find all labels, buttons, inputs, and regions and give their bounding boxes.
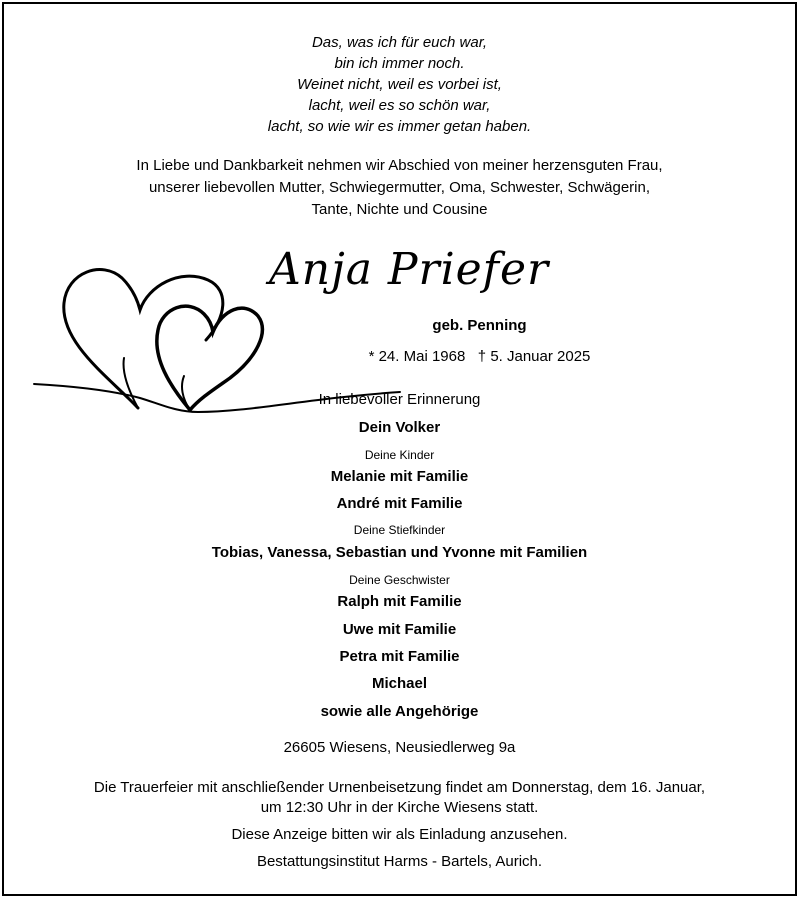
funeral-home: Bestattungsinstitut Harms - Bartels, Aurich. (256, 853, 543, 870)
deceased-name: Anja Priefer (268, 244, 550, 295)
life-dates: * 24. Mai 1968 † 5. Januar 2025 (368, 348, 591, 365)
poem-line: lacht, weil es so schön war, (308, 97, 491, 114)
maiden-name: geb. Penning (432, 317, 527, 334)
spouse-name: Dein Volker (358, 419, 441, 436)
poem-line: bin ich immer noch. (334, 55, 465, 72)
service-line: um 12:30 Uhr in der Kirche Wiesens statt. (260, 799, 539, 816)
stepchildren-label: Deine Stiefkinder (353, 523, 446, 537)
invitation-line: Diese Anzeige bitten wir als Einladung anzusehen. (231, 826, 568, 843)
service-line: Die Trauerfeier mit anschließender Urnenbeisetzung findet am Donnerstag, dem 16. Januar, (93, 779, 706, 796)
sibling-entry: Ralph mit Familie (337, 593, 462, 610)
poem-line: Weinet nicht, weil es vorbei ist, (297, 76, 502, 93)
sibling-entry: Michael (371, 675, 428, 692)
child-entry: Melanie mit Familie (330, 468, 469, 485)
address: 26605 Wiesens, Neusiedlerweg 9a (283, 739, 516, 756)
siblings-label: Deine Geschwister (349, 573, 450, 587)
sibling-entry: Uwe mit Familie (342, 621, 457, 638)
children-label: Deine Kinder (364, 448, 435, 462)
intro-line: Tante, Nichte und Cousine (311, 201, 488, 218)
intro-line: unserer liebevollen Mutter, Schwiegermutter, Oma, Schwester, Schwägerin, (148, 179, 651, 196)
poem-line: lacht, so wie wir es immer getan haben. (267, 118, 532, 135)
obituary-notice (2, 2, 797, 896)
intro-line: In Liebe und Dankbarkeit nehmen wir Abschied von meiner herzensguten Frau, (136, 157, 663, 174)
stepchildren-entry: Tobias, Vanessa, Sebastian und Yvonne mit Familien (211, 544, 588, 561)
poem-line: Das, was ich für euch war, (311, 34, 488, 51)
sibling-entry: Petra mit Familie (339, 648, 460, 665)
memory-line: In liebevoller Erinnerung (318, 391, 481, 408)
child-entry: André mit Familie (336, 495, 463, 512)
relatives-line: sowie alle Angehörige (320, 703, 479, 720)
